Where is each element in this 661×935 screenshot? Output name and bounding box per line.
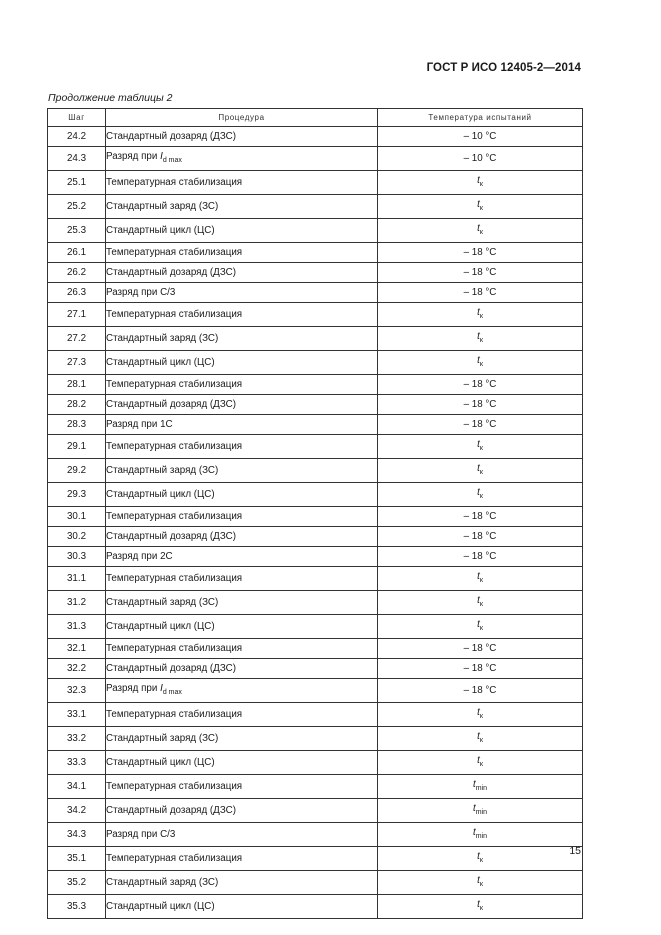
step-cell: 27.1 bbox=[48, 303, 106, 327]
temperature-cell-symbol: t bbox=[477, 851, 480, 862]
temperature-cell bbox=[378, 283, 583, 303]
temperature-cell-subscript: к bbox=[479, 737, 483, 744]
temperature-cell-symbol: t bbox=[477, 199, 480, 210]
step-cell: 34.3 bbox=[48, 823, 106, 847]
temperature-cell bbox=[378, 483, 583, 507]
procedure-cell-text: Стандартный дозаряд (ДЗС) bbox=[106, 805, 236, 816]
procedure-cell-text: Температурная стабилизация bbox=[106, 379, 243, 390]
step-cell: 31.2 bbox=[48, 591, 106, 615]
temperature-cell-subscript: к bbox=[479, 713, 483, 720]
table-body bbox=[48, 127, 583, 919]
temperature-cell bbox=[378, 459, 583, 483]
temperature-cell-symbol: t bbox=[477, 331, 480, 342]
temperature-cell bbox=[378, 799, 583, 823]
table-row bbox=[48, 823, 583, 847]
temperature-cell bbox=[378, 303, 583, 327]
procedure-cell bbox=[106, 659, 378, 679]
table-row bbox=[48, 147, 583, 171]
temperature-cell-subscript: min bbox=[475, 833, 487, 840]
temperature-cell-symbol: t bbox=[472, 779, 476, 790]
table-row bbox=[48, 263, 583, 283]
table-row bbox=[48, 219, 583, 243]
procedure-cell-text: Температурная стабилизация bbox=[106, 511, 243, 522]
temperature-cell-text: – 18 °С bbox=[463, 663, 497, 674]
table-row bbox=[48, 639, 583, 659]
temperature-cell-symbol: t bbox=[477, 595, 480, 606]
temperature-cell bbox=[378, 679, 583, 703]
temperature-cell bbox=[378, 415, 583, 435]
procedure-cell-text: Разряд при 1С bbox=[106, 419, 173, 430]
temperature-cell-symbol: t bbox=[477, 463, 480, 474]
table-row bbox=[48, 483, 583, 507]
table-row bbox=[48, 351, 583, 375]
step-cell: 25.3 bbox=[48, 219, 106, 243]
step-cell: 26.1 bbox=[48, 243, 106, 263]
procedure-cell-text: Температурная стабилизация bbox=[106, 309, 243, 320]
temperature-cell-symbol: t bbox=[477, 707, 480, 718]
temperature-cell-text: – 10 °С bbox=[463, 153, 497, 164]
temperature-cell bbox=[378, 615, 583, 639]
procedure-cell bbox=[106, 567, 378, 591]
step-cell: 35.1 bbox=[48, 847, 106, 871]
temperature-cell-symbol: t bbox=[477, 307, 480, 318]
step-cell: 26.2 bbox=[48, 263, 106, 283]
temperature-cell-subscript: min bbox=[475, 785, 487, 792]
temperature-cell-subscript: к bbox=[479, 601, 483, 608]
procedure-cell bbox=[106, 351, 378, 375]
procedure-cell-subscript: d max bbox=[162, 689, 182, 696]
temperature-cell-text: – 18 °С bbox=[463, 247, 497, 258]
temperature-cell-text: – 18 °С bbox=[463, 511, 497, 522]
page-number: 15 bbox=[569, 845, 581, 857]
table-row bbox=[48, 591, 583, 615]
procedure-cell-text: Разряд при С/3 bbox=[106, 829, 176, 840]
table-row bbox=[48, 799, 583, 823]
procedure-cell-subscript: d max bbox=[162, 157, 182, 164]
procedure-cell bbox=[106, 847, 378, 871]
temperature-cell-subscript: к bbox=[479, 337, 483, 344]
procedure-cell-text: Стандартный дозаряд (ДЗС) bbox=[106, 531, 236, 542]
temperature-cell bbox=[378, 895, 583, 919]
temperature-cell-symbol: t bbox=[472, 803, 476, 814]
procedure-cell bbox=[106, 871, 378, 895]
procedure-cell-text: Стандартный цикл (ЦС) bbox=[106, 757, 215, 768]
temperature-cell bbox=[378, 775, 583, 799]
step-cell: 24.3 bbox=[48, 147, 106, 171]
procedure-cell-text: Температурная стабилизация bbox=[106, 441, 243, 452]
procedure-cell bbox=[106, 283, 378, 303]
temperature-cell-subscript: к bbox=[479, 625, 483, 632]
temperature-cell-subscript: к bbox=[479, 469, 483, 476]
temperature-cell-text: – 18 °С bbox=[463, 685, 497, 696]
table-row bbox=[48, 459, 583, 483]
temperature-cell bbox=[378, 727, 583, 751]
procedure-cell bbox=[106, 679, 378, 703]
table-row bbox=[48, 679, 583, 703]
step-cell: 32.1 bbox=[48, 639, 106, 659]
temperature-cell bbox=[378, 527, 583, 547]
step-cell: 25.1 bbox=[48, 171, 106, 195]
step-cell: 28.2 bbox=[48, 395, 106, 415]
procedure-cell bbox=[106, 775, 378, 799]
procedure-cell-text: Стандартный цикл (ЦС) bbox=[106, 225, 215, 236]
temperature-cell bbox=[378, 375, 583, 395]
procedure-cell-text: Стандартный заряд (ЗС) bbox=[106, 733, 219, 744]
table-row bbox=[48, 659, 583, 679]
procedure-cell-text: Температурная стабилизация bbox=[106, 247, 243, 258]
temperature-cell-text: – 18 °С bbox=[463, 531, 497, 542]
temperature-cell-symbol: t bbox=[477, 223, 480, 234]
temperature-cell-symbol: t bbox=[477, 731, 480, 742]
temperature-cell-text: – 18 °С bbox=[463, 399, 497, 410]
table-row bbox=[48, 395, 583, 415]
step-cell: 28.3 bbox=[48, 415, 106, 435]
temperature-cell-subscript: к bbox=[479, 181, 483, 188]
procedure-cell-text: Стандартный дозаряд (ДЗС) bbox=[106, 399, 236, 410]
procedure-cell-text: Стандартный цикл (ЦС) bbox=[106, 621, 215, 632]
temperature-cell-text: – 18 °С bbox=[463, 379, 497, 390]
table-row bbox=[48, 283, 583, 303]
table-row bbox=[48, 243, 583, 263]
procedure-cell bbox=[106, 435, 378, 459]
temperature-cell bbox=[378, 243, 583, 263]
temperature-cell-subscript: к bbox=[479, 761, 483, 768]
temperature-cell bbox=[378, 195, 583, 219]
procedure-cell-text: Разряд при bbox=[106, 683, 161, 694]
table-row bbox=[48, 127, 583, 147]
temperature-cell bbox=[378, 395, 583, 415]
step-cell: 35.3 bbox=[48, 895, 106, 919]
step-cell: 31.1 bbox=[48, 567, 106, 591]
procedure-cell bbox=[106, 751, 378, 775]
table-row bbox=[48, 895, 583, 919]
temperature-cell bbox=[378, 507, 583, 527]
procedure-cell bbox=[106, 127, 378, 147]
temperature-cell bbox=[378, 847, 583, 871]
table-row bbox=[48, 775, 583, 799]
procedure-cell bbox=[106, 507, 378, 527]
temperature-cell-text: – 10 °С bbox=[463, 131, 497, 142]
temperature-cell bbox=[378, 567, 583, 591]
table-row bbox=[48, 327, 583, 351]
step-cell: 27.3 bbox=[48, 351, 106, 375]
temperature-cell-subscript: к bbox=[479, 361, 483, 368]
procedure-cell bbox=[106, 263, 378, 283]
step-cell: 28.1 bbox=[48, 375, 106, 395]
procedure-cell-text: Температурная стабилизация bbox=[106, 643, 243, 654]
step-cell: 34.2 bbox=[48, 799, 106, 823]
step-cell: 34.1 bbox=[48, 775, 106, 799]
procedure-cell-text: Разряд при bbox=[106, 151, 161, 162]
procedure-cell-symbol: I bbox=[160, 683, 163, 694]
table-row bbox=[48, 415, 583, 435]
procedure-cell-symbol: I bbox=[160, 151, 163, 162]
temperature-cell bbox=[378, 823, 583, 847]
step-cell: 33.1 bbox=[48, 703, 106, 727]
step-cell: 24.2 bbox=[48, 127, 106, 147]
table-row bbox=[48, 751, 583, 775]
step-cell: 30.1 bbox=[48, 507, 106, 527]
table-row bbox=[48, 871, 583, 895]
table-caption: Продолжение таблицы 2 bbox=[48, 92, 173, 104]
procedure-cell-text: Стандартный цикл (ЦС) bbox=[106, 489, 215, 500]
procedure-cell bbox=[106, 459, 378, 483]
procedure-cell bbox=[106, 727, 378, 751]
table-row bbox=[48, 375, 583, 395]
temperature-cell-symbol: t bbox=[477, 175, 480, 186]
step-cell: 29.2 bbox=[48, 459, 106, 483]
step-cell: 31.3 bbox=[48, 615, 106, 639]
temperature-cell-subscript: к bbox=[479, 881, 483, 888]
temperature-cell bbox=[378, 547, 583, 567]
temperature-cell bbox=[378, 351, 583, 375]
procedure-cell-text: Разряд при С/3 bbox=[106, 287, 176, 298]
temperature-cell-symbol: t bbox=[477, 899, 480, 910]
temperature-cell-symbol: t bbox=[477, 487, 480, 498]
procedure-cell bbox=[106, 375, 378, 395]
procedure-cell-text: Температурная стабилизация bbox=[106, 781, 243, 792]
step-cell: 33.3 bbox=[48, 751, 106, 775]
step-cell: 29.1 bbox=[48, 435, 106, 459]
temperature-cell-symbol: t bbox=[477, 571, 480, 582]
procedure-cell bbox=[106, 147, 378, 171]
temperature-cell bbox=[378, 263, 583, 283]
procedure-cell-text: Стандартный дозаряд (ДЗС) bbox=[106, 663, 236, 674]
procedure-cell-text: Разряд при 2С bbox=[106, 551, 173, 562]
table-row bbox=[48, 195, 583, 219]
procedure-cell bbox=[106, 895, 378, 919]
procedure-cell bbox=[106, 171, 378, 195]
header-temperature: Температура испытаний bbox=[378, 109, 583, 127]
table-row bbox=[48, 303, 583, 327]
procedure-cell-text: Температурная стабилизация bbox=[106, 709, 243, 720]
step-cell: 30.2 bbox=[48, 527, 106, 547]
temperature-cell bbox=[378, 751, 583, 775]
procedure-cell bbox=[106, 327, 378, 351]
temperature-cell bbox=[378, 591, 583, 615]
procedure-cell-text: Стандартный заряд (ЗС) bbox=[106, 465, 219, 476]
table-row bbox=[48, 171, 583, 195]
procedure-cell-text: Стандартный заряд (ЗС) bbox=[106, 201, 219, 212]
step-cell: 26.3 bbox=[48, 283, 106, 303]
table-row bbox=[48, 547, 583, 567]
procedure-cell bbox=[106, 195, 378, 219]
temperature-cell-symbol: t bbox=[477, 619, 480, 630]
procedure-cell bbox=[106, 615, 378, 639]
step-cell: 30.3 bbox=[48, 547, 106, 567]
temperature-cell-subscript: к bbox=[479, 857, 483, 864]
temperature-cell-text: – 18 °С bbox=[463, 287, 497, 298]
temperature-cell bbox=[378, 127, 583, 147]
document-code: ГОСТ Р ИСО 12405-2—2014 bbox=[426, 62, 581, 74]
temperature-cell-symbol: t bbox=[472, 827, 476, 838]
temperature-cell-symbol: t bbox=[477, 355, 480, 366]
table-header-row bbox=[48, 109, 583, 127]
temperature-cell bbox=[378, 639, 583, 659]
procedure-cell-text: Температурная стабилизация bbox=[106, 177, 243, 188]
temperature-cell-subscript: к bbox=[479, 229, 483, 236]
procedure-cell bbox=[106, 243, 378, 263]
temperature-cell-subscript: к bbox=[479, 313, 483, 320]
step-cell: 35.2 bbox=[48, 871, 106, 895]
procedure-cell bbox=[106, 303, 378, 327]
test-procedure-table bbox=[47, 108, 583, 919]
procedure-cell-text: Стандартный дозаряд (ДЗС) bbox=[106, 131, 236, 142]
header-procedure: Процедура bbox=[106, 109, 378, 127]
step-cell: 32.2 bbox=[48, 659, 106, 679]
temperature-cell-subscript: к bbox=[479, 577, 483, 584]
temperature-cell bbox=[378, 659, 583, 679]
procedure-cell bbox=[106, 591, 378, 615]
temperature-cell bbox=[378, 435, 583, 459]
table-row bbox=[48, 847, 583, 871]
procedure-cell-text: Стандартный заряд (ЗС) bbox=[106, 597, 219, 608]
procedure-cell bbox=[106, 547, 378, 567]
temperature-cell-text: – 18 °С bbox=[463, 643, 497, 654]
procedure-cell bbox=[106, 415, 378, 435]
procedure-cell bbox=[106, 823, 378, 847]
temperature-cell bbox=[378, 171, 583, 195]
temperature-cell-symbol: t bbox=[477, 439, 480, 450]
procedure-cell-text: Температурная стабилизация bbox=[106, 853, 243, 864]
procedure-cell-text: Стандартный заряд (ЗС) bbox=[106, 877, 219, 888]
table-row bbox=[48, 567, 583, 591]
step-cell: 33.2 bbox=[48, 727, 106, 751]
procedure-cell bbox=[106, 703, 378, 727]
procedure-cell bbox=[106, 395, 378, 415]
temperature-cell bbox=[378, 703, 583, 727]
procedure-cell bbox=[106, 639, 378, 659]
temperature-cell bbox=[378, 219, 583, 243]
procedure-cell bbox=[106, 799, 378, 823]
procedure-cell-text: Стандартный цикл (ЦС) bbox=[106, 357, 215, 368]
table-row bbox=[48, 507, 583, 527]
temperature-cell-symbol: t bbox=[477, 875, 480, 886]
procedure-cell-text: Стандартный цикл (ЦС) bbox=[106, 901, 215, 912]
table-row bbox=[48, 703, 583, 727]
temperature-cell-subscript: к bbox=[479, 905, 483, 912]
temperature-cell bbox=[378, 871, 583, 895]
procedure-cell bbox=[106, 483, 378, 507]
temperature-cell-text: – 18 °С bbox=[463, 267, 497, 278]
temperature-cell-text: – 18 °С bbox=[463, 419, 497, 430]
step-cell: 29.3 bbox=[48, 483, 106, 507]
temperature-cell-subscript: к bbox=[479, 205, 483, 212]
table-row bbox=[48, 527, 583, 547]
step-cell: 25.2 bbox=[48, 195, 106, 219]
temperature-cell-subscript: к bbox=[479, 445, 483, 452]
step-cell: 27.2 bbox=[48, 327, 106, 351]
table-row bbox=[48, 615, 583, 639]
procedure-cell bbox=[106, 219, 378, 243]
temperature-cell-subscript: min bbox=[475, 809, 487, 816]
procedure-cell-text: Температурная стабилизация bbox=[106, 573, 243, 584]
temperature-cell-text: – 18 °С bbox=[463, 551, 497, 562]
table-row bbox=[48, 435, 583, 459]
step-cell: 32.3 bbox=[48, 679, 106, 703]
temperature-cell-subscript: к bbox=[479, 493, 483, 500]
header-step: Шаг bbox=[48, 109, 106, 127]
temperature-cell-symbol: t bbox=[477, 755, 480, 766]
table-row bbox=[48, 727, 583, 751]
temperature-cell bbox=[378, 147, 583, 171]
temperature-cell bbox=[378, 327, 583, 351]
procedure-cell-text: Стандартный заряд (ЗС) bbox=[106, 333, 219, 344]
procedure-cell-text: Стандартный дозаряд (ДЗС) bbox=[106, 267, 236, 278]
procedure-cell bbox=[106, 527, 378, 547]
